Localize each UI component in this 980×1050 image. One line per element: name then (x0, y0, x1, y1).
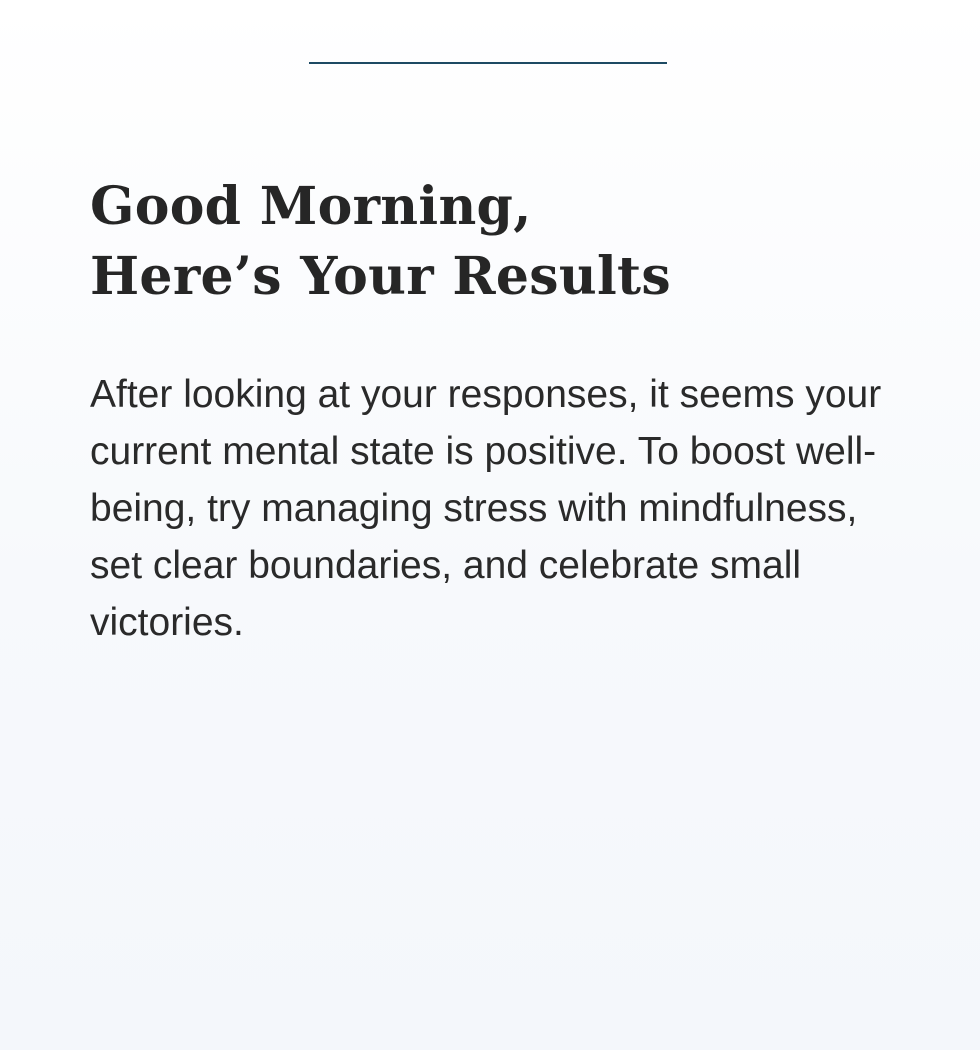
results-title-line: Here’s Your Results (90, 246, 671, 307)
progress-indicator-line (309, 62, 667, 64)
greeting-line: Good Morning, (90, 176, 532, 237)
results-message: After looking at your responses, it seems your current mental state is positive. To boost well-being, try managing stress with mindfulness, set clear boundaries, and celebrate small victories. (90, 373, 882, 644)
results-heading (90, 172, 671, 312)
